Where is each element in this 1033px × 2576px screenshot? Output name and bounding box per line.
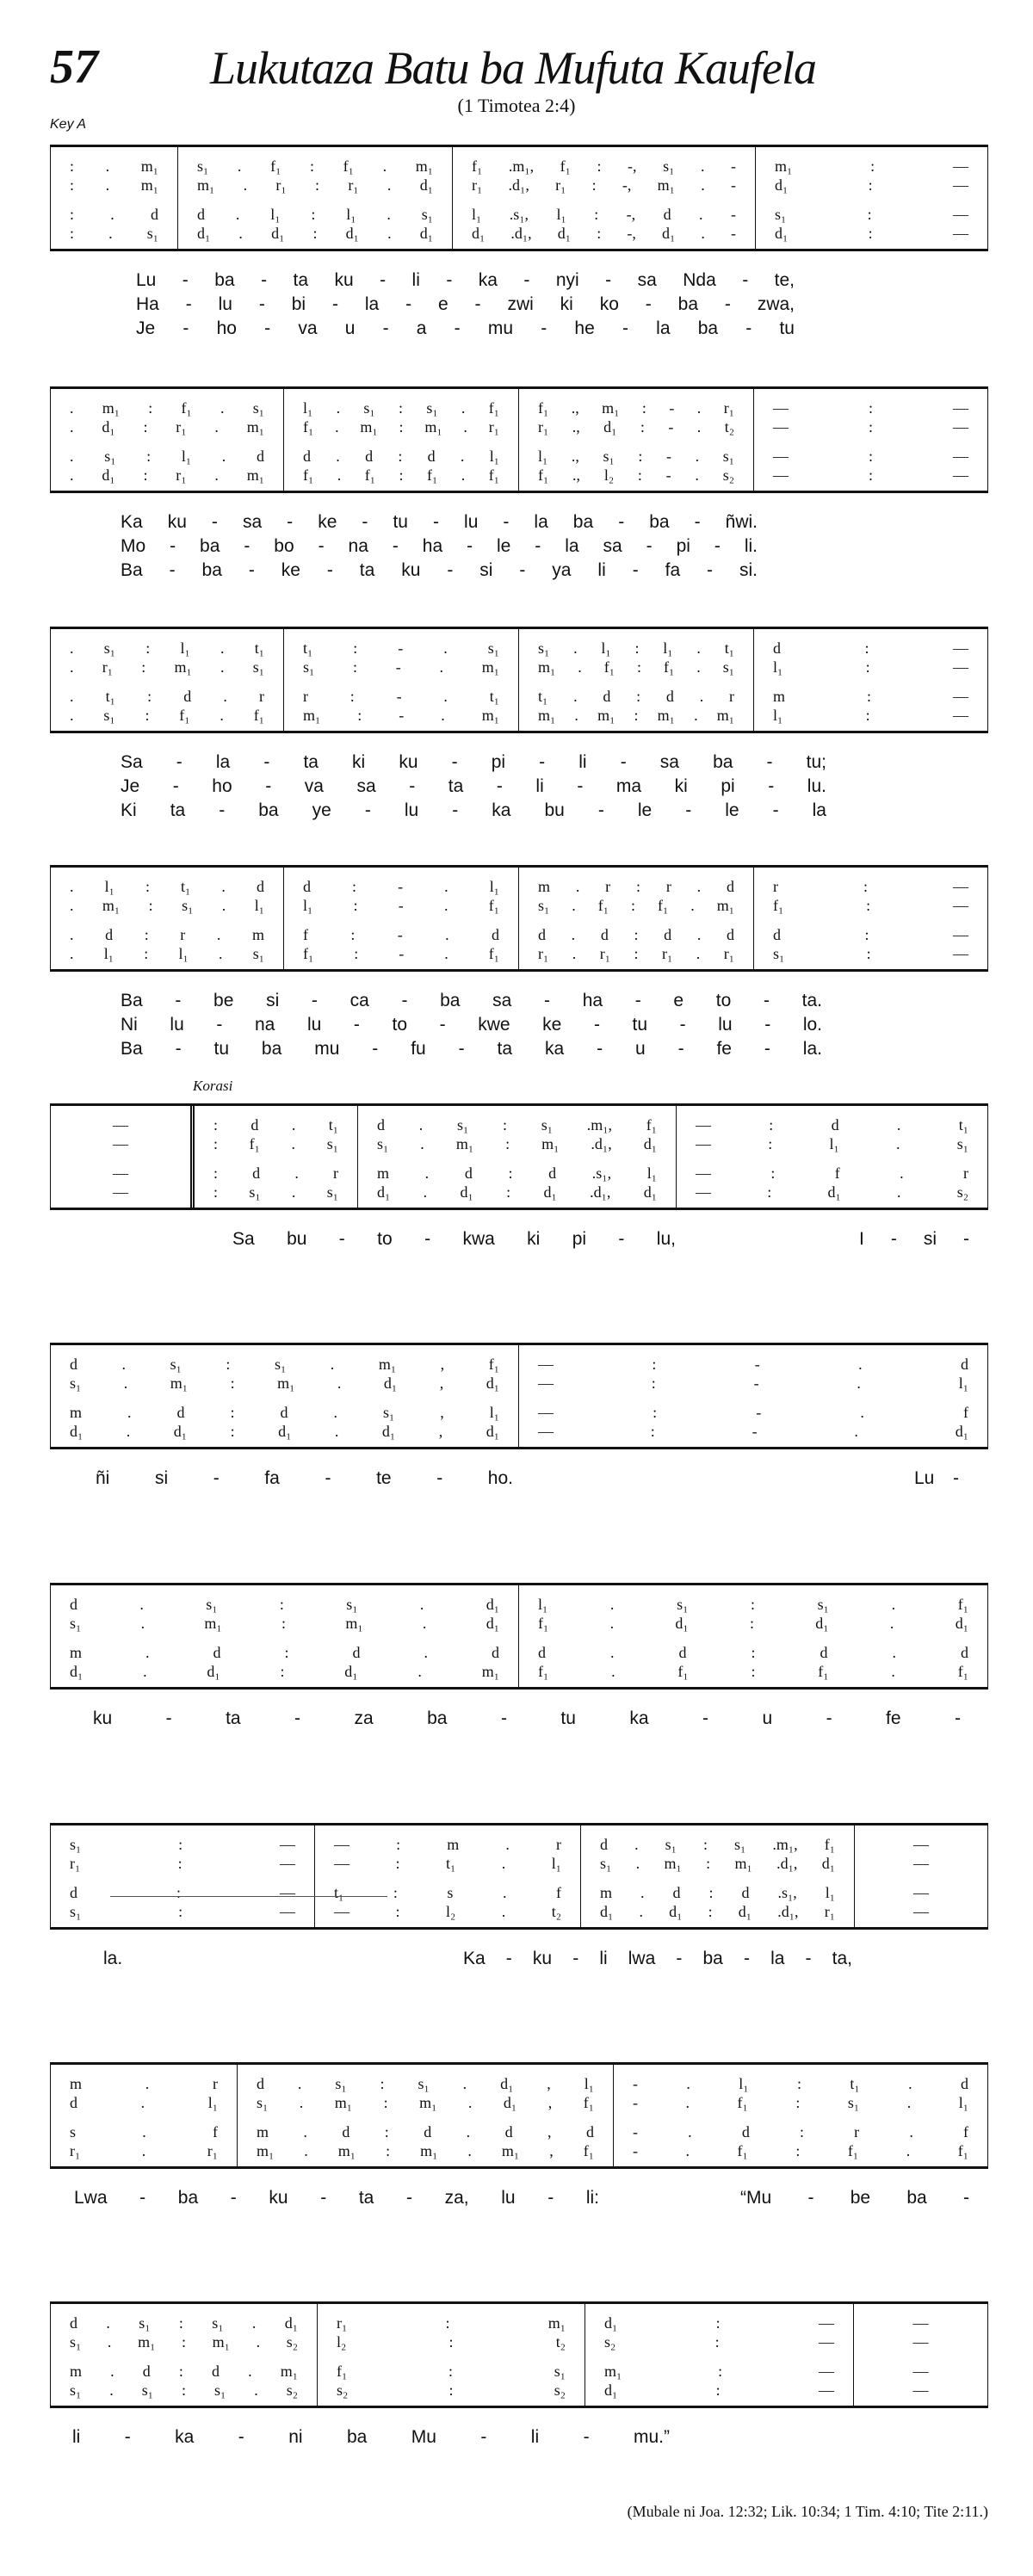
lyric-line bbox=[0, 991, 1033, 1015]
lyric-line bbox=[0, 1229, 1033, 1253]
voice-line-tenor: : . d bbox=[70, 206, 158, 223]
voice-line-alto: s₁ . m₁ : m₁ .d₁, d₁ bbox=[377, 1135, 657, 1152]
voice-line-alto: m₁ . f₁ : f₁ . s₁ bbox=[538, 658, 734, 676]
voice-line-tenor: d . d : d . d bbox=[538, 1644, 968, 1661]
lyric-phrase: li - ka - ni ba Mu - li - mu.” bbox=[72, 2427, 670, 2447]
lyrics bbox=[0, 1708, 1033, 1733]
voice-line-bass: — : — bbox=[773, 466, 968, 484]
lyrics bbox=[0, 2427, 1033, 2451]
voice-line-bass: s₂ : s₂ bbox=[337, 2381, 566, 2399]
voice-line-bass: s₁ : — bbox=[773, 945, 968, 962]
measure bbox=[284, 629, 519, 731]
voice-line-soprano: l₁ . s₁ : s₁ . f₁ bbox=[303, 399, 499, 417]
measure bbox=[754, 389, 987, 491]
voice-line-soprano: — : - . d bbox=[538, 1356, 968, 1373]
voice-line-bass: d₁ . d₁ : d₁ . m₁ bbox=[70, 1663, 499, 1680]
voice-line-alto: : f₁ . s₁ bbox=[213, 1135, 338, 1152]
lyric-phrase: Je - ho - va sa - ta - li - ma ki pi - lu. bbox=[121, 776, 826, 796]
voice-line-alto: d . l₁ bbox=[70, 2094, 218, 2111]
lyric-phrase: Lwa - ba - ku - ta - za, lu - li: bbox=[74, 2188, 599, 2208]
staff-box bbox=[50, 2301, 988, 2408]
voice-line-tenor: — bbox=[912, 2363, 929, 2380]
voice-line-alto: s₁ . m₁ : m₁ .d₁, d₁ bbox=[600, 1855, 835, 1872]
lyric-line bbox=[0, 800, 1033, 825]
measure bbox=[358, 1106, 677, 1208]
voice-line-tenor: - . d : r . f bbox=[633, 2123, 968, 2140]
voice-line-tenor: d : — bbox=[773, 926, 968, 943]
voice-line-soprano: — bbox=[912, 2314, 929, 2332]
lyrics bbox=[0, 1949, 1033, 1973]
lyrics bbox=[0, 991, 1033, 1063]
measure bbox=[754, 629, 987, 731]
lyric-line bbox=[0, 2427, 1033, 2451]
voice-line-soprano: . l₁ : t₁ . d bbox=[70, 878, 264, 895]
voice-line-soprano: s₁ : — bbox=[70, 1836, 295, 1853]
voice-line-bass: d₁ . d₁ : d₁ .d₁, d₁ bbox=[377, 1183, 657, 1201]
voice-line-alto: d₁ : — bbox=[775, 176, 968, 194]
measure bbox=[284, 868, 519, 969]
voice-line-soprano: d₁ : — bbox=[604, 2314, 834, 2332]
voice-line-alto: — bbox=[913, 1855, 929, 1872]
voice-line-soprano: f₁ .m₁, f₁ : -, s₁ . - bbox=[472, 158, 736, 175]
lyric-line bbox=[0, 536, 1033, 560]
voice-line-soprano: : . m₁ bbox=[70, 158, 158, 175]
voice-line-soprano: d . s₁ : s₁ . d₁ bbox=[70, 1596, 499, 1613]
measure bbox=[519, 1345, 987, 1447]
measure bbox=[51, 629, 284, 731]
measure bbox=[178, 147, 453, 249]
measure bbox=[677, 1106, 987, 1208]
voice-line-tenor: t₁ . d : d . r bbox=[538, 688, 734, 705]
staff-box bbox=[50, 145, 988, 251]
chorus-system bbox=[0, 1583, 1033, 1789]
voice-line-bass: f₁ . f₁ : f₁ . f₁ bbox=[538, 1663, 968, 1680]
voice-line-bass: — : l₂ . t₂ bbox=[334, 1903, 561, 1920]
lyric-line bbox=[0, 1708, 1033, 1733]
voice-line-bass: r₁ . r₁ : r₁ . r₁ bbox=[538, 945, 734, 962]
lyric-line bbox=[0, 776, 1033, 800]
hymn-title: Lukutaza Batu ba Mufuta Kaufela bbox=[210, 42, 816, 94]
measure bbox=[51, 147, 178, 249]
voice-line-soprano: — bbox=[913, 1836, 929, 1853]
music-system bbox=[0, 865, 1033, 1072]
voice-line-tenor: . s₁ : l₁ . d bbox=[70, 448, 264, 465]
voice-line-bass: d₁ . d₁ : d₁ . d₁ bbox=[197, 225, 433, 242]
voice-line-soprano: d . s₁ : s₁ .m₁, f₁ bbox=[600, 1836, 835, 1853]
lyric-phrase: Sa bu - to - kwa ki pi - lu, bbox=[232, 1229, 676, 1249]
cross-references: (Mubale ni Joa. 12:32; Lik. 10:34; 1 Tim. 4:10; Tite 2:11.) bbox=[627, 2503, 988, 2520]
scripture-reference: (1 Timotea 2:4) bbox=[457, 95, 576, 116]
voice-line-tenor: m : — bbox=[773, 688, 968, 705]
measure bbox=[854, 2304, 987, 2406]
lyric-phrase: I - si - bbox=[859, 1229, 969, 1249]
voice-line-tenor: m . d : d .s₁, l₁ bbox=[600, 1884, 835, 1901]
voice-line-soprano: — bbox=[113, 1116, 128, 1134]
chorus-label: Korasi bbox=[193, 1078, 233, 1094]
key-signature: Key A bbox=[50, 117, 87, 132]
lyrics bbox=[0, 1468, 1033, 1492]
lyric-line bbox=[0, 2188, 1033, 2212]
voice-line-alto: r₁ : — bbox=[70, 1855, 295, 1872]
measure bbox=[754, 868, 987, 969]
voice-line-bass: s₁ . s₁ : s₁ . s₂ bbox=[70, 2381, 298, 2399]
lyric-phrase: Sa - la - ta ki ku - pi - li - sa ba - tu; bbox=[121, 752, 826, 772]
voice-line-tenor: r : - . t₁ bbox=[303, 688, 499, 705]
voice-line-soprano: d . s₁ : s₁ . d₁ , l₁ bbox=[257, 2075, 594, 2092]
voice-line-alto: . d₁ : r₁ . m₁ bbox=[70, 418, 264, 436]
voice-line-bass: — bbox=[113, 1183, 128, 1201]
voice-line-alto: — : — bbox=[773, 418, 968, 436]
voice-line-soprano: l₁ . s₁ : s₁ . f₁ bbox=[538, 1596, 968, 1613]
music-system bbox=[0, 627, 1033, 833]
voice-line-soprano: m₁ : — bbox=[775, 158, 968, 175]
measure bbox=[756, 147, 987, 249]
lyric-phrase: Mo - ba - bo - na - ha - le - la sa - pi - li. bbox=[121, 536, 758, 556]
voice-line-soprano: r₁ : m₁ bbox=[337, 2314, 566, 2332]
measure bbox=[51, 2065, 238, 2166]
staff-box bbox=[50, 1343, 988, 1449]
staff-box bbox=[50, 627, 988, 733]
measure bbox=[51, 389, 284, 491]
voice-line-soprano: — : m . r bbox=[334, 1836, 561, 1853]
voice-line-soprano: d . s₁ : s₁ . m₁ , f₁ bbox=[70, 1356, 499, 1373]
voice-line-soprano: d . s₁ : s₁ . d₁ bbox=[70, 2314, 298, 2332]
lyric-phrase: ku - ta - za ba - tu ka - u - fe - bbox=[93, 1708, 961, 1728]
lyric-phrase: Ni lu - na lu - to - kwe ke - tu - lu - lo. bbox=[121, 1015, 822, 1035]
voice-line-bass: — bbox=[912, 2381, 929, 2399]
measure bbox=[585, 2304, 854, 2406]
chorus-system bbox=[0, 1823, 1033, 2029]
voice-line-tenor: — : - . f bbox=[538, 1404, 968, 1421]
voice-line-alto: s₁ . m₁ : m₁ . d₁ , d₁ bbox=[70, 1374, 499, 1392]
lyric-phrase: Ba - ba - ke - ta ku - si - ya li - fa - si. bbox=[121, 560, 758, 580]
lyric-line bbox=[0, 512, 1033, 536]
voice-line-alto: r₁ .d₁, r₁ : -, m₁ . - bbox=[472, 176, 736, 194]
voice-line-tenor: l₁ .s₁, l₁ : -, d . - bbox=[472, 206, 736, 223]
lyrics bbox=[0, 2188, 1033, 2212]
voice-line-alto: m₁ . r₁ : r₁ . d₁ bbox=[197, 176, 433, 194]
voice-line-bass: . s₁ : f₁ . f₁ bbox=[70, 707, 264, 724]
voice-line-soprano: s₁ . l₁ : l₁ . t₁ bbox=[538, 639, 734, 657]
voice-line-tenor: l₁ ., s₁ : - . s₁ bbox=[538, 448, 734, 465]
lyric-phrase: Ka ku - sa - ke - tu - lu - la ba - ba - ñwi. bbox=[121, 512, 758, 532]
voice-line-tenor: t₁ : s . f bbox=[334, 1884, 561, 1901]
lyric-line bbox=[0, 294, 1033, 318]
measure bbox=[195, 1106, 358, 1208]
measure bbox=[284, 389, 519, 491]
voice-line-alto: s₁ . f₁ : f₁ . m₁ bbox=[538, 897, 734, 914]
staff-box bbox=[50, 386, 988, 493]
voice-line-tenor: — : f . r bbox=[696, 1164, 968, 1182]
voice-line-tenor: s . f bbox=[70, 2123, 218, 2140]
voice-line-bass: d₁ : — bbox=[775, 225, 968, 242]
tie-line bbox=[110, 1896, 387, 1897]
voice-line-tenor: d . l₁ : l₁ . s₁ bbox=[197, 206, 433, 223]
voice-line-tenor: m₁ : — bbox=[604, 2363, 834, 2380]
lyric-phrase: la. bbox=[103, 1949, 123, 1968]
lyric-phrase: ñi si - fa - te - ho. bbox=[96, 1468, 513, 1488]
lyric-phrase: Je - ho - va u - a - mu - he - la ba - tu bbox=[136, 318, 795, 338]
voice-line-bass: — : - . d₁ bbox=[538, 1423, 968, 1440]
voice-line-soprano: d : - . l₁ bbox=[303, 878, 499, 895]
voice-line-soprano: s₁ . f₁ : f₁ . m₁ bbox=[197, 158, 433, 175]
lyric-line bbox=[0, 1039, 1033, 1063]
voice-line-soprano: . m₁ : f₁ . s₁ bbox=[70, 399, 264, 417]
voice-line-bass: f₁ ., l₂ : - . s₂ bbox=[538, 466, 734, 484]
voice-line-alto: : . m₁ bbox=[70, 176, 158, 194]
measure bbox=[51, 1585, 519, 1687]
voice-line-soprano: t₁ : - . s₁ bbox=[303, 639, 499, 657]
voice-line-soprano: f₁ ., m₁ : - . r₁ bbox=[538, 399, 734, 417]
voice-line-bass: . d₁ : r₁ . m₁ bbox=[70, 466, 264, 484]
voice-line-alto: s₁ . m₁ : m₁ . d₁ , f₁ bbox=[257, 2094, 594, 2111]
voice-line-tenor: : d . r bbox=[213, 1164, 338, 1182]
voice-line-alto: f₁ . d₁ : d₁ . d₁ bbox=[538, 1615, 968, 1632]
voice-line-soprano: d : — bbox=[773, 639, 968, 657]
voice-line-soprano: — : — bbox=[773, 399, 968, 417]
voice-line-tenor: m . d : d .s₁, l₁ bbox=[377, 1164, 657, 1182]
measure bbox=[614, 2065, 987, 2166]
voice-line-soprano: : d . t₁ bbox=[213, 1116, 338, 1134]
lyric-line bbox=[0, 560, 1033, 584]
lyric-phrase: Lu - bbox=[914, 1468, 959, 1488]
measure bbox=[318, 2304, 585, 2406]
voice-line-alto: — bbox=[113, 1135, 128, 1152]
measure bbox=[855, 1825, 987, 1927]
voice-line-alto: — : - . l₁ bbox=[538, 1374, 968, 1392]
voice-line-bass: s₁ : — bbox=[70, 1903, 295, 1920]
lyric-phrase: Ba - be si - ca - ba sa - ha - e to - ta. bbox=[121, 991, 822, 1010]
lyrics bbox=[0, 270, 1033, 343]
measure bbox=[519, 1585, 987, 1687]
voice-line-bass: - . f₁ : f₁ . f₁ bbox=[633, 2142, 968, 2159]
voice-line-alto: f₁ : — bbox=[773, 897, 968, 914]
voice-line-tenor: — : — bbox=[773, 448, 968, 465]
lyric-line bbox=[0, 270, 1033, 294]
lyrics bbox=[0, 1229, 1033, 1253]
voice-line-soprano: m . r bbox=[70, 2075, 218, 2092]
music-system bbox=[0, 386, 1033, 593]
voice-line-tenor: m . d : d . d , d bbox=[257, 2123, 594, 2140]
voice-line-soprano: - . l₁ : t₁ . d bbox=[633, 2075, 968, 2092]
lyric-line bbox=[0, 752, 1033, 776]
measure bbox=[238, 2065, 614, 2166]
measure bbox=[519, 629, 754, 731]
measure bbox=[51, 868, 284, 969]
voice-line-alto: l₂ : t₂ bbox=[337, 2333, 566, 2351]
music-system bbox=[0, 145, 1033, 351]
voice-line-bass: m₁ . m₁ : m₁ . m₁ , f₁ bbox=[257, 2142, 594, 2159]
voice-line-alto: — : t₁ . l₁ bbox=[334, 1855, 561, 1872]
voice-line-tenor: f : - . d bbox=[303, 926, 499, 943]
chorus-system bbox=[0, 1103, 1033, 1310]
lyrics bbox=[0, 512, 1033, 584]
voice-line-soprano: d . s₁ : s₁ .m₁, f₁ bbox=[377, 1116, 657, 1134]
voice-line-bass: d₁ .d₁, d₁ : -, d₁ . - bbox=[472, 225, 736, 242]
voice-line-tenor: . d : r . m bbox=[70, 926, 264, 943]
measure bbox=[51, 2304, 318, 2406]
lyric-phrase: Ka - ku - li lwa - ba - la - ta, bbox=[463, 1949, 852, 1968]
voice-line-tenor: f₁ : s₁ bbox=[337, 2363, 566, 2380]
voice-line-bass: f₁ . f₁ : f₁ . f₁ bbox=[303, 466, 499, 484]
voice-line-tenor: m . d : d . d bbox=[70, 1644, 499, 1661]
measure bbox=[51, 1106, 195, 1208]
measure bbox=[315, 1825, 581, 1927]
voice-line-tenor: s₁ : — bbox=[775, 206, 968, 223]
voice-line-alto: s₁ . m₁ : m₁ . d₁ bbox=[70, 1615, 499, 1632]
voice-line-soprano: . s₁ : l₁ . t₁ bbox=[70, 639, 264, 657]
voice-line-alto: l₁ : — bbox=[773, 658, 968, 676]
voice-line-bass: d₁ . d₁ : d₁ . d₁ , d₁ bbox=[70, 1423, 499, 1440]
staff-box bbox=[50, 1583, 988, 1690]
voice-line-soprano: m . r : r . d bbox=[538, 878, 734, 895]
staff-box bbox=[50, 865, 988, 972]
voice-line-bass: r₁ . r₁ bbox=[70, 2142, 218, 2159]
lyric-phrase: Ba - tu ba mu - fu - ta ka - u - fe - la. bbox=[121, 1039, 822, 1059]
voice-line-alto: l₁ : - . f₁ bbox=[303, 897, 499, 914]
chorus-system bbox=[0, 1343, 1033, 1549]
lyric-line bbox=[0, 1468, 1033, 1492]
voice-line-tenor: d . d : d . l₁ bbox=[303, 448, 499, 465]
measure bbox=[51, 1825, 315, 1927]
voice-line-bass: . l₁ : l₁ . s₁ bbox=[70, 945, 264, 962]
lyrics bbox=[0, 752, 1033, 825]
voice-line-bass: : . s₁ bbox=[70, 225, 158, 242]
voice-line-alto: — bbox=[912, 2333, 929, 2351]
voice-line-tenor: . t₁ : d . r bbox=[70, 688, 264, 705]
lyric-line bbox=[0, 318, 1033, 343]
lyric-phrase: “Mu - be ba - bbox=[740, 2188, 969, 2208]
hymn-number: 57 bbox=[50, 40, 98, 94]
voice-line-tenor: m . d : d . s₁ , l₁ bbox=[70, 1404, 499, 1421]
voice-line-alto: - . f₁ : s₁ . l₁ bbox=[633, 2094, 968, 2111]
measure bbox=[581, 1825, 855, 1927]
lyric-phrase: Lu - ba - ta ku - li - ka - nyi - sa Nda - te, bbox=[136, 270, 795, 290]
staff-box bbox=[50, 1823, 988, 1930]
voice-line-tenor: — bbox=[913, 1884, 929, 1901]
voice-line-tenor: — bbox=[113, 1164, 128, 1182]
measure bbox=[519, 389, 754, 491]
voice-line-bass: d₁ : — bbox=[604, 2381, 834, 2399]
voice-line-alto: . m₁ : s₁ . l₁ bbox=[70, 897, 264, 914]
voice-line-bass: — : d₁ . s₂ bbox=[696, 1183, 968, 1201]
voice-line-soprano: r : — bbox=[773, 878, 968, 895]
lyric-line bbox=[0, 1015, 1033, 1039]
voice-line-tenor: d : — bbox=[70, 1884, 295, 1901]
voice-line-bass: l₁ : — bbox=[773, 707, 968, 724]
voice-line-alto: s₁ : - . m₁ bbox=[303, 658, 499, 676]
voice-line-alto: . r₁ : m₁ . s₁ bbox=[70, 658, 264, 676]
voice-line-bass: f₁ : - . f₁ bbox=[303, 945, 499, 962]
voice-line-bass: m₁ : - . m₁ bbox=[303, 707, 499, 724]
lyric-phrase: Ha - lu - bi - la - e - zwi ki ko - ba - zwa, bbox=[136, 294, 795, 314]
voice-line-tenor: m . d : d . m₁ bbox=[70, 2363, 298, 2380]
lyric-phrase: Ki ta - ba ye - lu - ka bu - le - le - la bbox=[121, 800, 826, 820]
voice-line-bass: d₁ . d₁ : d₁ .d₁, r₁ bbox=[600, 1903, 835, 1920]
staff-box bbox=[50, 1103, 988, 1210]
voice-line-bass: m₁ . m₁ : m₁ . m₁ bbox=[538, 707, 734, 724]
chorus-system bbox=[0, 2301, 1033, 2508]
voice-line-bass: — bbox=[913, 1903, 929, 1920]
voice-line-alto: s₂ : — bbox=[604, 2333, 834, 2351]
measure bbox=[519, 868, 754, 969]
voice-line-alto: f₁ . m₁ : m₁ . r₁ bbox=[303, 418, 499, 436]
chorus-system bbox=[0, 2062, 1033, 2269]
voice-line-alto: s₁ . m₁ : m₁ . s₂ bbox=[70, 2333, 298, 2351]
staff-box bbox=[50, 2062, 988, 2169]
lyric-line bbox=[0, 1949, 1033, 1973]
measure bbox=[453, 147, 756, 249]
voice-line-tenor: d . d : d . d bbox=[538, 926, 734, 943]
voice-line-soprano: — : d . t₁ bbox=[696, 1116, 968, 1134]
measure bbox=[51, 1345, 519, 1447]
voice-line-bass: : s₁ . s₁ bbox=[213, 1183, 338, 1201]
voice-line-alto: — : l₁ . s₁ bbox=[696, 1135, 968, 1152]
voice-line-alto: r₁ ., d₁ : - . t₂ bbox=[538, 418, 734, 436]
